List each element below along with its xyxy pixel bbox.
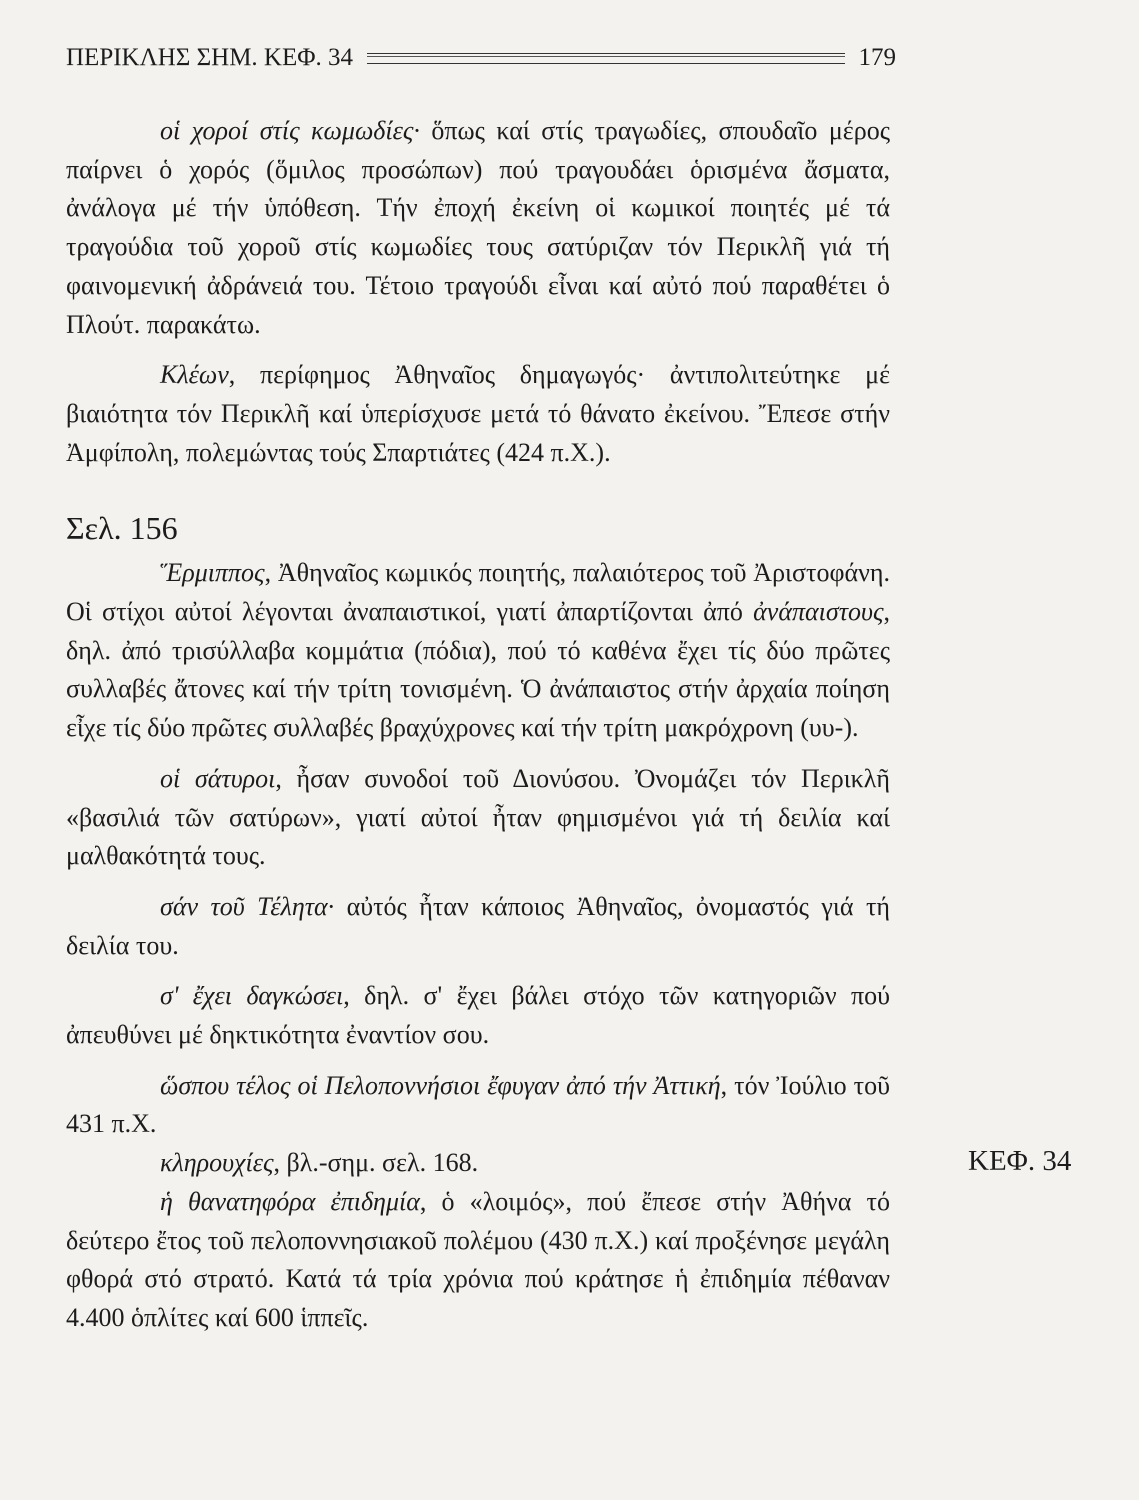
commentary-body — [66, 112, 890, 1338]
note-entry — [66, 888, 890, 965]
page-number: 179 — [858, 44, 896, 71]
note-text: , βλ.-σημ. σελ. 168. — [273, 1148, 479, 1178]
running-title: ΠΕΡΙΚΛΗΣ ΣΗΜ. ΚΕΦ. 34 — [66, 44, 354, 71]
running-header — [66, 38, 896, 78]
note-entry — [66, 977, 890, 1054]
note-entry — [66, 1144, 890, 1183]
note-text: , ἦσαν συνοδοί τοῦ Διονύσου. Ὀνομάζει τόν Περικλῆ «βασιλιά τῶν σατύρων», γιατί αὐτοί ἦταν φημισμένοι γιά τή δειλία καί μαλθακότητά τους. — [66, 763, 890, 871]
lemma: ἡ θανατηφόρα ἐπιδημία — [160, 1186, 420, 1216]
lemma: Κλέων — [160, 360, 229, 390]
lemma: ὥσπου τέλος οἱ Πελοποννήσιοι ἔφυγαν ἀπό τήν Ἀττική — [160, 1070, 721, 1100]
lemma: κληρουχίες — [160, 1148, 274, 1178]
lemma: σάν τοῦ Τέλητα· — [160, 891, 335, 921]
lemma: οἱ χοροί στίς κωμωδίες· — [160, 116, 420, 145]
note-entry — [66, 1183, 890, 1338]
note-entry — [66, 1067, 890, 1144]
margin-chapter-note: ΚΕΦ. 34 — [968, 1145, 1072, 1177]
note-text: , δηλ. σ' ἔχει βάλει στόχο τῶν κατηγοριῶν πού ἀπευθύνει μέ δηκτικότητα ἐναντίον σου. — [66, 981, 891, 1050]
note-text: , ὁ «λοιμός», πού ἔπεσε στήν Ἀθήνα τό δεύτερο ἔτος τοῦ πελοποννησιακοῦ πολέμου (430 π.Χ.) καί προξένησε μεγάλη φθορά στό στρατό. Κατά τά τρία χρόνια πού κράτησε ἡ ἐπιδημία πέθαναν 4.400 ὁπλίτες καί 600 ἱππεῖς. — [66, 1186, 891, 1332]
lemma: οἱ σάτυροι — [160, 763, 276, 793]
note-text: αὐτός ἦταν κάποιος Ἀθηναῖος, ὀνομαστός γιά τή δειλία του. — [66, 891, 890, 960]
section-heading: Σελ. 156 — [66, 510, 178, 547]
note-text: ὅπως καί στίς τραγωδίες, σπουδαῖο μέρος παίρνει ὁ χορός (ὅμιλος προσώπων) πού τραγουδάει ὁρισμένα ἄσματα, ἀνάλογα μέ τήν ὑπόθεση. Τήν ἐποχή ἐκείνη οἱ κωμικοί ποιητές μέ τά τραγούδια τοῦ χοροῦ στίς κωμωδίες τους σατύριζαν τόν Περικλῆ γιά τή φαινομενική ἀδράνειά του. Τέτοιο τραγούδι εἶναι καί αὐτό πού παραθέτει ὁ Πλούτ. παρακάτω. — [66, 116, 890, 339]
note-entry — [66, 112, 890, 344]
lemma: σ' ἔχει δαγκώσει — [160, 981, 344, 1011]
lemma: Ἕρμιππος — [160, 558, 265, 588]
note-text: , δηλ. ἀπό τρισύλλαβα κομμάτια (πόδια), πού τό καθένα ἔχει τίς δύο πρῶτες συλλαβές ἄτονες καί τήν τρίτη τονισμένη. Ὁ ἀνάπαιστος στήν ἀρχαία ποίηση εἶχε τίς δύο πρῶτες συλλαβές βραχύχρονες καί τήν τρίτη μακρόχρονη (υυ-). — [66, 597, 890, 743]
note-entry — [66, 760, 890, 876]
header-rule — [367, 53, 844, 64]
note-entry — [66, 554, 890, 748]
note-text: , Ἀθηναῖος κωμικός ποιητής, παλαιότερος τοῦ Ἀριστοφάνη. Οἱ στίχοι αὐτοί λέγονται ἀναπαιστικοί, γιατί ἀπαρτίζονται ἀπό — [66, 558, 890, 627]
note-text: , τόν Ἰούλιο τοῦ 431 π.Χ. — [66, 1070, 890, 1139]
note-text: , περίφημος Ἀθηναῖος δημαγωγός· ἀντιπολιτεύτηκε μέ βιαιότητα τόν Περικλῆ καί ὑπερίσχυσε μετά τό θάνατο ἐκείνου. Ἔπεσε στήν Ἀμφίπολη, πολεμώντας τούς Σπαρτιάτες (424 π.Χ.). — [66, 360, 890, 467]
lemma: ἀνάπαιστους — [753, 597, 884, 627]
note-entry — [66, 356, 890, 472]
